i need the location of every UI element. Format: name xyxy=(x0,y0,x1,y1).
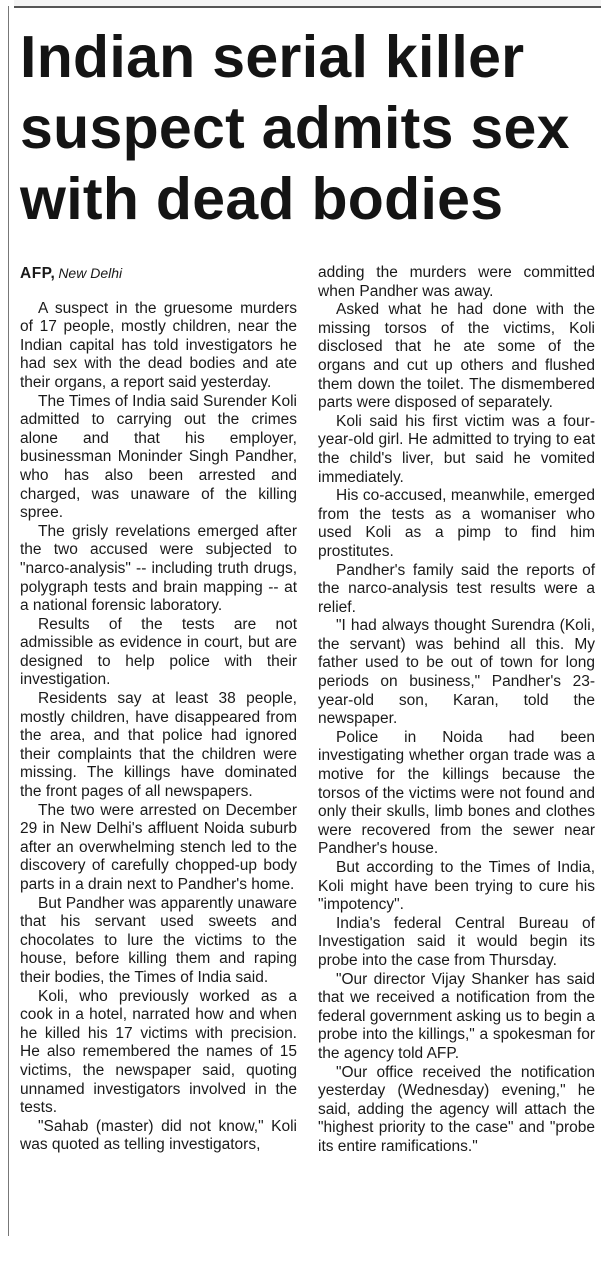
paragraph: His co-accused, meanwhile, emerged from the tests as a womaniser who used Koli as a pimp to find him prostitutes. xyxy=(318,487,595,560)
paragraph: Results of the tests are not admissible as evidence in court, but are designed to help police with their investigation. xyxy=(20,615,297,689)
paragraph: A suspect in the gruesome murders of 17 people, mostly children, near the Indian capital has told investigators he had sex with the dead bodies and ate their organs, a report said yesterday. xyxy=(20,299,297,391)
paragraph: Pandher's family said the reports of the narco-analysis test results were a relief. xyxy=(318,561,595,616)
paragraph: But according to the Times of India, Koli might have been trying to cure his "impotency". xyxy=(318,859,595,914)
paragraph: "Our office received the notification yesterday (Wednesday) evening," he said, adding the agency will attach the "highest priority to the case" and "probe its entire ramifications." xyxy=(318,1063,595,1155)
headline-line: Indian serial killer xyxy=(20,24,525,90)
headline xyxy=(20,22,595,235)
paragraph: The grisly revelations emerged after the two accused were subjected to "narco-analysis" -- including truth drugs, polygraph tests and brain mapping -- at a national forensic laboratory. xyxy=(20,522,297,615)
dateline xyxy=(20,264,297,283)
paragraph: Police in Noida had been investigating whether organ trade was a motive for the killings because the torsos of the victims were not found and only their skulls, limb bones and clothes were recovered from the sewer near Pandher's house. xyxy=(318,728,595,858)
headline-line: suspect admits sex xyxy=(20,95,570,161)
headline-line: with dead bodies xyxy=(20,166,504,232)
article-column-right xyxy=(318,264,595,1157)
top-page-strip xyxy=(14,0,601,8)
paragraph: Asked what he had done with the missing torsos of the victims, Koli disclosed that he ate some of the organs and cut up others and flushed them down the toilet. The dismembered parts were disposed of separately. xyxy=(318,301,595,412)
agency-name: AFP, xyxy=(20,265,56,282)
paragraph: India's federal Central Bureau of Investigation said it would begin its probe into the case from Thursday. xyxy=(318,914,595,969)
column-rule xyxy=(8,6,9,1236)
paragraph: "Sahab (master) did not know," Koli was quoted as telling investigators, xyxy=(20,1117,297,1154)
paragraph: But Pandher was apparently unaware that his servant used sweets and chocolates to lure the victims to the house, before killing them and raping their bodies, the Times of India said. xyxy=(20,894,297,986)
paragraph: The two were arrested on December 29 in New Delhi's affluent Noida suburb after an overwhelming stench led to the discovery of carefully chopped-up body parts in a drain next to Pandher's home. xyxy=(20,801,297,893)
paragraph: "I had always thought Surendra (Koli, the servant) was behind all this. My father used to be out of town for long periods on business," Pandher's 23-year-old son, Karan, told the newspaper. xyxy=(318,617,595,728)
paragraph-continuation: adding the murders were committed when Pandher was away. xyxy=(318,264,595,300)
paragraph: Koli said his first victim was a four-year-old girl. He admitted to trying to eat the child's liver, but said he vomited immediately. xyxy=(318,412,595,486)
dateline-city: New Delhi xyxy=(58,265,123,281)
paragraph: Koli, who previously worked as a cook in a hotel, narrated how and when he killed his 17 victims with precision. He also remembered the names of 15 victims, the newspaper said, quoting unnamed investigators involved in the tests. xyxy=(20,987,297,1117)
article-column-left xyxy=(20,264,297,1155)
paragraph: Residents say at least 38 people, mostly children, have disappeared from the area, and that police had ignored their complaints that the children were missing. The killings have dominated the front pages of all newspapers. xyxy=(20,690,297,801)
paragraph: The Times of India said Surender Koli admitted to carrying out the crimes alone and that his employer, businessman Moninder Singh Pandher, who has also been arrested and charged, was unaware of the killing spree. xyxy=(20,392,297,522)
paragraph: "Our director Vijay Shanker has said that we received a notification from the federal government asking us to begin a probe into the killings," a spokesman for the agency told AFP. xyxy=(318,970,595,1062)
